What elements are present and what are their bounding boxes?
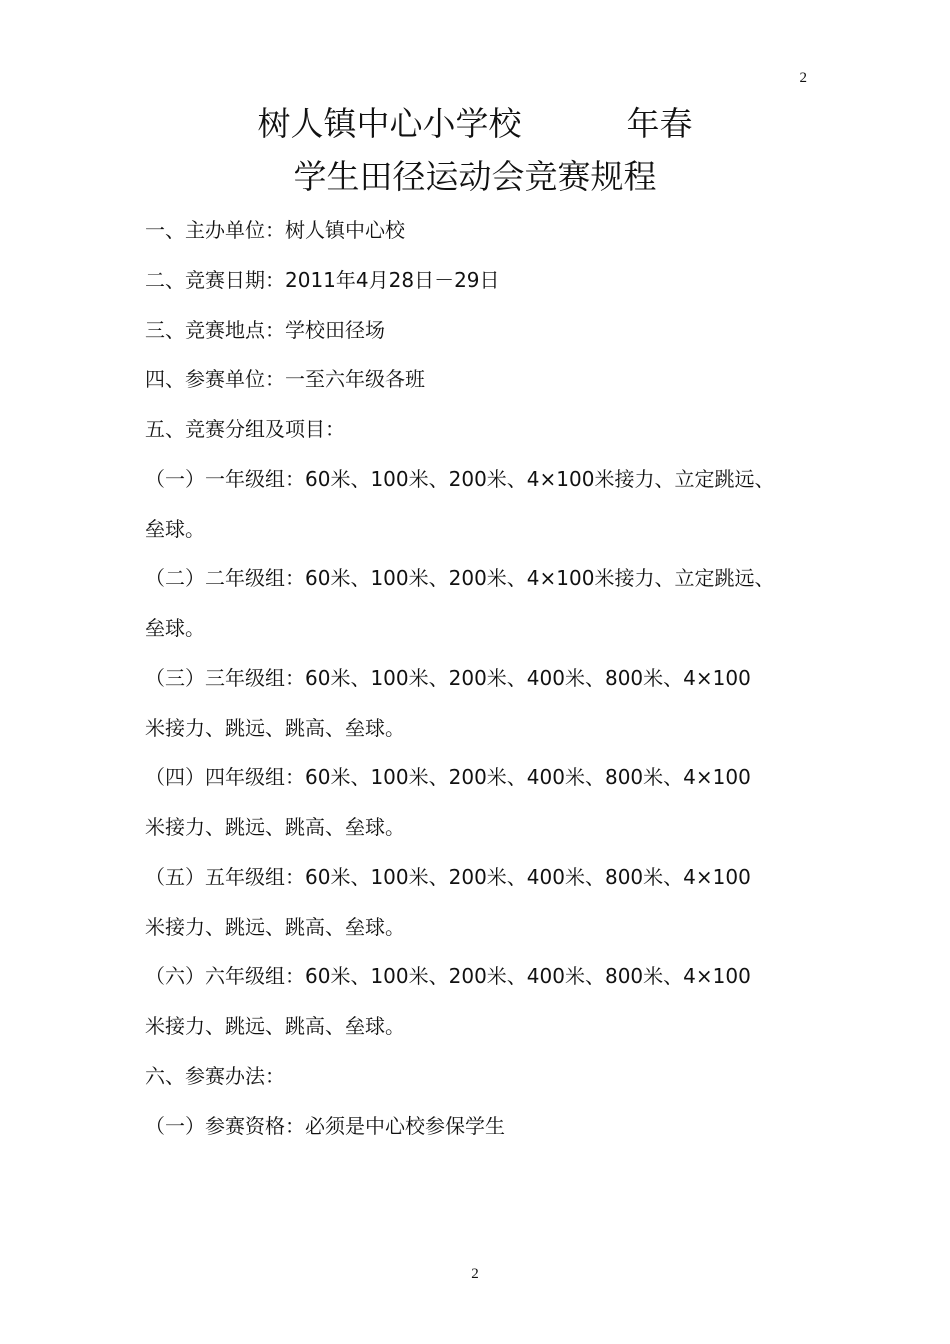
grade3-line-2: 米接力、跳远、跳高、垒球。 [145,715,405,740]
grade5-line-2: 米接力、跳远、跳高、垒球。 [145,914,405,939]
method-heading: 六、参赛办法： [145,1063,285,1088]
grade6-line-1: （六）六年级组：60米、100米、200米、400米、800米、4×100 [145,964,751,989]
eligibility-line: （一）参赛资格：必须是中心校参保学生 [145,1113,505,1138]
page-number-top: 2 [799,70,807,86]
grade3-line-1: （三）三年级组：60米、100米、200米、400米、800米、4×100 [145,665,751,690]
grade2-line-1: （二）二年级组：60米、100米、200米、4×100米接力、立定跳远、 [145,566,775,591]
organizer-line: 一、主办单位：树人镇中心校 [145,218,405,242]
venue-line: 三、竞赛地点：学校田径场 [145,317,385,342]
groups-heading: 五、竞赛分组及项目： [145,417,345,441]
document-title-line-2: 学生田径运动会竞赛规程 [293,157,657,196]
grade2-line-2: 垒球。 [145,616,205,640]
grade5-line-1: （五）五年级组：60米、100米、200米、400米、800米、4×100 [145,864,751,889]
page-number-bottom: 2 [471,1266,479,1282]
document-body [145,218,809,1163]
document-title-line-1: 树人镇中心小学校 年春 [257,104,693,143]
grade4-line-1: （四）四年级组：60米、100米、200米、400米、800米、4×100 [145,765,751,790]
grade4-line-2: 米接力、跳远、跳高、垒球。 [145,815,405,839]
participants-line: 四、参赛单位：一至六年级各班 [145,367,425,392]
grade1-line-2: 垒球。 [145,516,205,541]
grade1-line-1: （一）一年级组：60米、100米、200米、4×100米接力、立定跳远、 [145,466,775,491]
date-line: 二、竞赛日期：2011年4月28日－29日 [145,267,500,292]
grade6-line-2: 米接力、跳远、跳高、垒球。 [145,1014,405,1038]
